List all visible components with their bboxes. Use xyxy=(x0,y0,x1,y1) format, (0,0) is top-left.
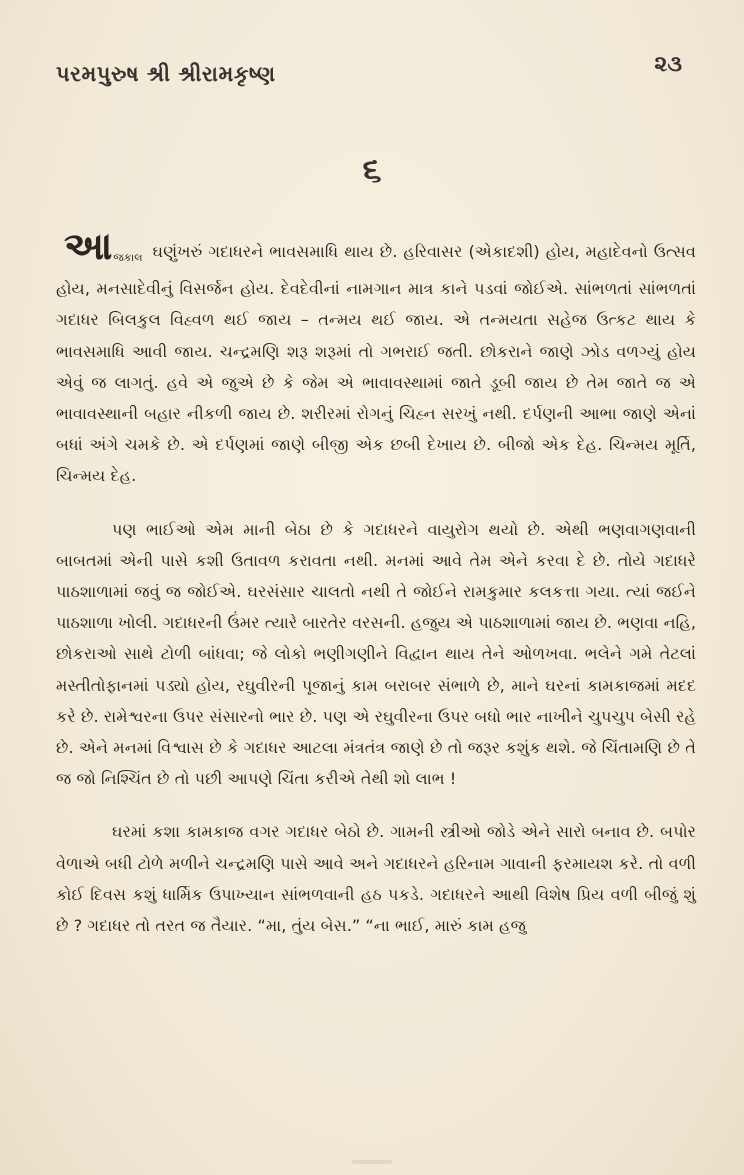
drop-cap-tail: જકાલ xyxy=(113,251,143,264)
paragraph-3-text: ઘરમાં કશા કામકાજ વગર ગદાધર બેઠો છે. ગામની સ્ત્રીઓ જોડે એને સારો બનાવ છે. બપોર વેળાએ બધી ટોળે મળીને ચન્દ્રમણિ પાસે આવે અને ગદાધરને હરિનામ ગાવાની ફરમાયશ કરે. તો વળી કોઈ દિવસ કશું ધાર્મિક ઉપાખ્યાન સાંભળવાની હઠ પકડે. ગદાધરને આથી વિશેષ પ્રિય વળી બીજું શું છે ? ગદાધર તો તરત જ તૈયાર. “મા, તુંય બેસ.” “ના ભાઈ, મારું કામ હજુ xyxy=(56,822,696,936)
paragraph-1 xyxy=(56,224,696,492)
paragraph-2-text: પણ ભાઈઓ એમ માની બેઠા છે કે ગદાધરને વાયુરોગ થયો છે. એથી ભણવાગણવાની બાબતમાં એની પાસે કશી ઉતાવળ કરાવતા નથી. મનમાં આવે તેમ એને કરવા દે છે. તોયે ગદાધરે પાઠશાળામાં જવું જ જોઈએ. ઘરસંસાર ચાલતો નથી તે જોઈને રામકુમાર કલકત્તા ગયા. ત્યાં જઈને પાઠશાળા ખોલી. ગદાધરની ઉંમર ત્યારે બારતેર વરસની. હજુય એ પાઠશાળામાં જાય છે. ભણવા નહિ, છોકરાઓ સાથે ટોળી બાંધવા; જે લોકો ભણીગણીને વિદ્વાન થાય તેને ઓળખવા. ભલેને ગમે તેટલાં મસ્તીતોફાનમાં પડ્યો હોય, રઘુવીરની પૂજાનું કામ બરાબર સંભાળે છે, માને ઘરનાં કામકાજમાં મદદ કરે છે. રામેશ્વરના ઉપર સંસારનો ભાર છે. પણ એ રઘુવીરના ઉપર બધો ભાર નાખીને ચુપચુપ બેસી રહે છે. એને મનમાં વિશ્વાસ છે કે ગદાધર આટલા મંત્રતંત્ર જાણે છે તો જરૂર કશુંક થશે. જે ચિંતામણિ છે તે જ જો નિશ્ચિંત છે તો પછી આપણે ચિંતા કરીએ તેથી શો લાભ ! xyxy=(56,519,696,789)
body-text xyxy=(56,224,696,941)
page-number: ૨૩ xyxy=(654,52,682,77)
chapter-number: ૬ xyxy=(362,150,382,190)
running-title: પરમપુરુષ શ્રી શ્રીરામકૃષ્ણ xyxy=(56,62,276,86)
drop-cap: આ xyxy=(64,224,113,268)
paragraph-2 xyxy=(56,514,696,795)
page-smudge xyxy=(352,1160,392,1164)
paragraph-1-text: ઘણુંખરું ગદાધરને ભાવસમાધિ થાય છે. હરિવાસર (એકાદશી) હોય, મહાદેવનો ઉત્સવ હોય, મનસાદેવીનું વિસર્જન હોય. દેવદેવીનાં નામગાન માત્ર કાને પડવાં જોઈએ. સાંભળતાં સાંભળતાં ગદાધર બિલકુલ વિહ્વળ થઈ જાય – તન્મય થઈ જાય. એ તન્મયતા સહેજ ઉત્કટ થાય કે ભાવસમાધિ આવી જાય. ચન્દ્રમણિ શરૂ શરૂમાં તો ગભરાઈ જતી. છોકરાને જાણે ઝોડ વળગ્યું હોય એવું જ લાગતું. હવે એ જુએ છે કે જેમ એ ભાવાવસ્થામાં જાતે ડૂબી જાય છે તેમ જાતે જ એ ભાવાવસ્થાની બહાર નીકળી જાય છે. શરીરમાં રોગનું ચિહ્ન સરખું નથી. દર્પણની આભા જાણે એનાં બધાં અંગે ચમકે છે. એ દર્પણમાં જાણે બીજી એક છબી દેખાય છે. બીજો એક દેહ. ચિન્મય મૂર્તિ, ચિન્મય દેહ. xyxy=(56,242,696,486)
paragraph-3 xyxy=(56,816,696,941)
